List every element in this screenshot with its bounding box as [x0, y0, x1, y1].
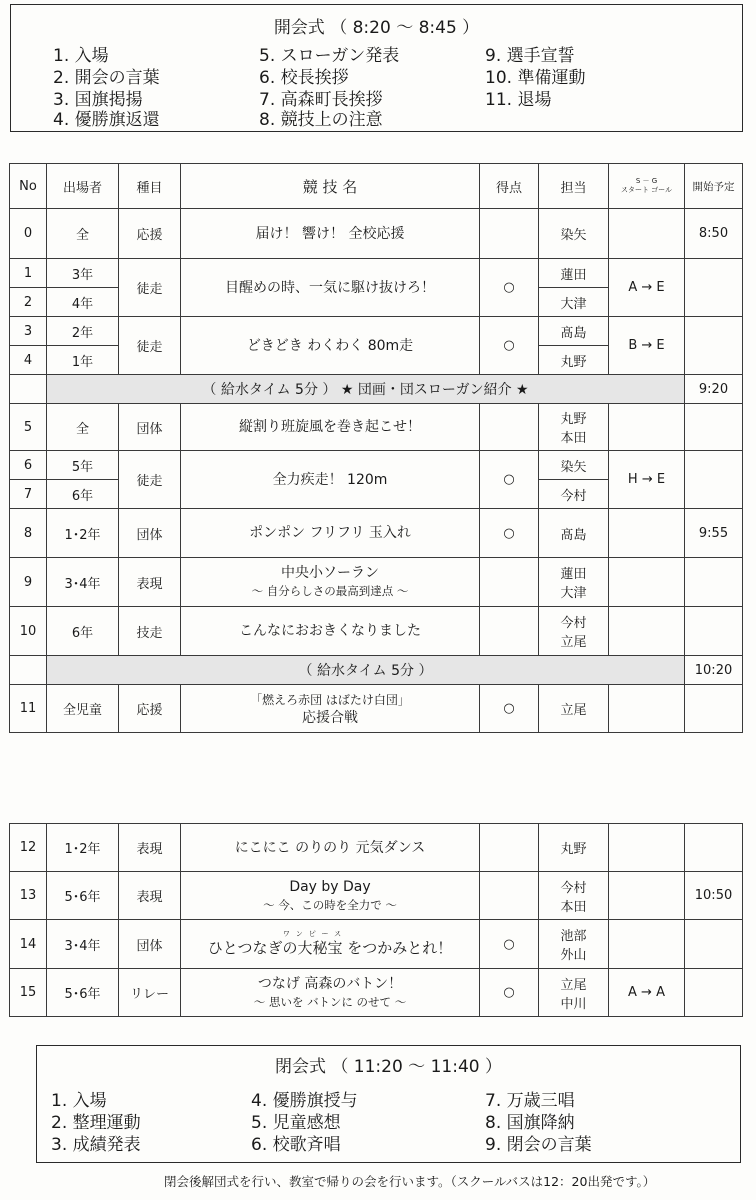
table-row [10, 209, 743, 259]
event-title: 応援合戦 [302, 709, 358, 726]
cell-no [10, 656, 47, 685]
cell-score: ○ [480, 685, 539, 733]
break-row [10, 656, 743, 685]
cell-participants: 5･6年 [47, 969, 119, 1017]
cell-type: 表現 [119, 558, 181, 607]
staff-name: 本田 [560, 899, 587, 915]
staff-name: 池部 [560, 929, 587, 944]
header-participants: 出場者 [47, 164, 119, 209]
opening-item: 10. 準備運動 [485, 68, 586, 88]
cell-staff: 今村 [539, 480, 609, 509]
cell-event: こんなにおおきくなりました [181, 607, 480, 656]
cell-type: 応援 [119, 209, 181, 259]
cell-participants: 5年 [47, 451, 119, 480]
cell-time: 9:20 [685, 375, 743, 404]
staff-name: 立尾 [560, 635, 587, 650]
cell-no: 0 [10, 209, 47, 259]
event-title: つなげ 高森のバトン！ [257, 975, 403, 992]
cell-no: 12 [10, 824, 47, 872]
cell-time [685, 259, 743, 317]
header-event: 競 技 名 [181, 164, 480, 209]
cell-staff: 髙島 [539, 317, 609, 346]
cell-sg: A → E [609, 259, 685, 317]
cell-staff: 大津 [539, 288, 609, 317]
cell-type: 団体 [119, 920, 181, 969]
cell-score: ○ [480, 259, 539, 317]
closing-item: 9. 閉会の言葉 [485, 1135, 592, 1155]
staff-name: 本田 [560, 431, 587, 446]
event-title: Day by Day [289, 878, 371, 895]
cell-type: 応援 [119, 685, 181, 733]
cell-sg: A → A [609, 969, 685, 1017]
closing-ceremony-box [36, 1045, 741, 1163]
cell-participants: 5･6年 [47, 872, 119, 920]
cell-type: 徒走 [119, 317, 181, 375]
staff-name: 中川 [560, 996, 587, 1012]
cell-sg [609, 404, 685, 451]
cell-sg [609, 607, 685, 656]
cell-type: 団体 [119, 404, 181, 451]
cell-staff: 染矢 [539, 209, 609, 259]
header-no: No [10, 164, 47, 209]
cell-sg [609, 509, 685, 558]
header-type: 種目 [119, 164, 181, 209]
cell-event: 縦割り班旋風を巻き起こせ！ [181, 404, 480, 451]
cell-event: 届け！ 響け！ 全校応援 [181, 209, 480, 259]
header-start-time: 開始予定 [685, 164, 743, 209]
table-row [10, 685, 743, 733]
cell-score [480, 558, 539, 607]
cell-score: ○ [480, 509, 539, 558]
opening-item: 1. 入場 [53, 46, 109, 66]
cell-time [685, 558, 743, 607]
header-sg-top: S － G [635, 177, 658, 185]
event-subtitle: 「燃えろ赤団 はばたけ白団」 [250, 692, 410, 707]
opening-item: 6. 校長挨拶 [259, 68, 349, 88]
cell-no: 7 [10, 480, 47, 509]
cell-score: ○ [480, 969, 539, 1017]
cell-event [181, 558, 480, 607]
program-table-part1 [9, 163, 743, 733]
table-row [10, 509, 743, 558]
table-row [10, 404, 743, 451]
cell-event: どきどき わくわく 80m走 [181, 317, 480, 375]
cell-staff: 髙島 [539, 509, 609, 558]
cell-score [480, 824, 539, 872]
cell-no: 13 [10, 872, 47, 920]
cell-event: ポンポン フリフリ 玉入れ [181, 509, 480, 558]
table-header-row [10, 164, 743, 209]
cell-score: ○ [480, 317, 539, 375]
cell-participants: 3･4年 [47, 558, 119, 607]
cell-score [480, 607, 539, 656]
cell-participants: 3年 [47, 259, 119, 288]
cell-score [480, 404, 539, 451]
cell-participants: 全 [47, 209, 119, 259]
opening-item: 8. 競技上の注意 [259, 110, 383, 130]
cell-type: 団体 [119, 509, 181, 558]
event-subtitle: ～ 自分らしさの最高到達点 ～ [251, 584, 409, 598]
cell-participants: 1･2年 [47, 824, 119, 872]
closing-item: 4. 優勝旗授与 [251, 1091, 358, 1111]
cell-type: 徒走 [119, 451, 181, 509]
cell-score [480, 209, 539, 259]
cell-participants: 全児童 [47, 685, 119, 733]
cell-no: 6 [10, 451, 47, 480]
cell-score: ○ [480, 920, 539, 969]
cell-no: 14 [10, 920, 47, 969]
event-title: 中央小ソーラン [281, 565, 379, 581]
cell-sg [609, 872, 685, 920]
cell-time: 10:20 [685, 656, 743, 685]
cell-score: ○ [480, 451, 539, 509]
header-start-goal [609, 164, 685, 209]
cell-time [685, 824, 743, 872]
cell-participants: 6年 [47, 607, 119, 656]
cell-no: 5 [10, 404, 47, 451]
cell-time [685, 404, 743, 451]
event-subtitle: ～ 今、この時を全力で ～ [263, 897, 397, 912]
cell-participants: 全 [47, 404, 119, 451]
cell-event [181, 969, 480, 1017]
cell-no: 15 [10, 969, 47, 1017]
table-row [10, 872, 743, 920]
cell-participants: 2年 [47, 317, 119, 346]
cell-no: 8 [10, 509, 47, 558]
table-row [10, 607, 743, 656]
cell-score [480, 872, 539, 920]
cell-staff [539, 920, 609, 969]
cell-event [181, 872, 480, 920]
cell-staff [539, 872, 609, 920]
table-row [10, 317, 743, 346]
closing-item: 1. 入場 [51, 1091, 107, 1111]
opening-item: 2. 開会の言葉 [53, 68, 160, 88]
cell-type: 表現 [119, 872, 181, 920]
cell-type: リレー [119, 969, 181, 1017]
cell-time [685, 969, 743, 1017]
cell-no: 9 [10, 558, 47, 607]
cell-time [685, 685, 743, 733]
cell-type: 徒走 [119, 259, 181, 317]
table-row [10, 451, 743, 480]
header-staff: 担当 [539, 164, 609, 209]
opening-item: 4. 優勝旗返還 [53, 110, 160, 130]
staff-name: 今村 [560, 880, 587, 896]
opening-item: 9. 選手宣誓 [485, 46, 575, 66]
closing-ceremony-title: 閉会式 （ 11:20 ～ 11:40 ） [274, 1057, 502, 1077]
closing-item: 3. 成績発表 [51, 1135, 141, 1155]
staff-name: 蓮田 [560, 567, 587, 582]
cell-type: 表現 [119, 824, 181, 872]
cell-no: 1 [10, 259, 47, 288]
cell-sg: H → E [609, 451, 685, 509]
opening-item: 7. 高森町長挨拶 [259, 90, 383, 110]
cell-staff [539, 404, 609, 451]
staff-name: 立尾 [560, 977, 587, 993]
cell-participants: 6年 [47, 480, 119, 509]
opening-item: 3. 国旗掲揚 [53, 90, 143, 110]
break-row [10, 375, 743, 404]
cell-sg [609, 824, 685, 872]
cell-staff: 染矢 [539, 451, 609, 480]
cell-time: 8:50 [685, 209, 743, 259]
cell-no: 3 [10, 317, 47, 346]
opening-item: 11. 退場 [485, 90, 552, 110]
program-table-part2 [9, 823, 743, 1017]
opening-ceremony-title: 開会式 （ 8:20 ～ 8:45 ） [273, 18, 480, 38]
staff-name: 丸野 [560, 412, 587, 427]
cell-staff [539, 969, 609, 1017]
header-score: 得点 [480, 164, 539, 209]
event-ruby: ワンピース [282, 930, 348, 938]
cell-sg [609, 920, 685, 969]
header-sg-bottom: スタート ゴール [620, 186, 673, 194]
opening-item: 5. スローガン発表 [259, 46, 400, 66]
closing-item: 5. 児童感想 [251, 1113, 341, 1133]
cell-participants: 1･2年 [47, 509, 119, 558]
cell-time [685, 607, 743, 656]
cell-event: 全力疾走！ 120m [181, 451, 480, 509]
cell-staff [539, 607, 609, 656]
cell-event [181, 920, 480, 969]
staff-name: 外山 [560, 948, 587, 963]
table-row [10, 920, 743, 969]
cell-staff: 立尾 [539, 685, 609, 733]
break-text: （ 給水タイム 5分 ） [47, 656, 685, 685]
cell-time: 10:50 [685, 872, 743, 920]
cell-no: 4 [10, 346, 47, 375]
closing-item: 6. 校歌斉唱 [251, 1135, 341, 1155]
closing-item: 8. 国旗降納 [485, 1113, 575, 1133]
cell-event: にこにこ のりのり 元気ダンス [181, 824, 480, 872]
footer-note: 閉会後解団式を行い、教室で帰りの会を行います。（スクールバスは12：20出発です。） [164, 1174, 656, 1189]
table-row [10, 969, 743, 1017]
cell-time: 9:55 [685, 509, 743, 558]
cell-time [685, 451, 743, 509]
cell-time [685, 920, 743, 969]
cell-staff: 丸野 [539, 346, 609, 375]
cell-sg [609, 209, 685, 259]
cell-event: 目醒めの時、一気に駆け抜けろ！ [181, 259, 480, 317]
cell-no: 11 [10, 685, 47, 733]
cell-participants: 1年 [47, 346, 119, 375]
table-row [10, 259, 743, 288]
event-subtitle: ～ 思いを バトンに のせて ～ [253, 994, 407, 1009]
event-title: ひとつなぎの大秘宝 をつかみとれ！ [207, 939, 453, 957]
cell-staff: 蓮田 [539, 259, 609, 288]
cell-event [181, 685, 480, 733]
opening-ceremony-box [10, 4, 743, 132]
cell-sg: B → E [609, 317, 685, 375]
cell-sg [609, 685, 685, 733]
table-row [10, 824, 743, 872]
cell-no: 10 [10, 607, 47, 656]
cell-time [685, 317, 743, 375]
closing-item: 7. 万歳三唱 [485, 1091, 575, 1111]
closing-item: 2. 整理運動 [51, 1113, 141, 1133]
cell-staff [539, 558, 609, 607]
break-text: （ 給水タイム 5分 ） ★ 団画・団スローガン紹介 ★ [47, 375, 685, 404]
cell-no: 2 [10, 288, 47, 317]
cell-staff: 丸野 [539, 824, 609, 872]
cell-type: 技走 [119, 607, 181, 656]
cell-participants: 3･4年 [47, 920, 119, 969]
cell-no [10, 375, 47, 404]
cell-sg [609, 558, 685, 607]
staff-name: 大津 [560, 586, 587, 601]
table-row [10, 558, 743, 607]
staff-name: 今村 [560, 616, 587, 631]
cell-participants: 4年 [47, 288, 119, 317]
